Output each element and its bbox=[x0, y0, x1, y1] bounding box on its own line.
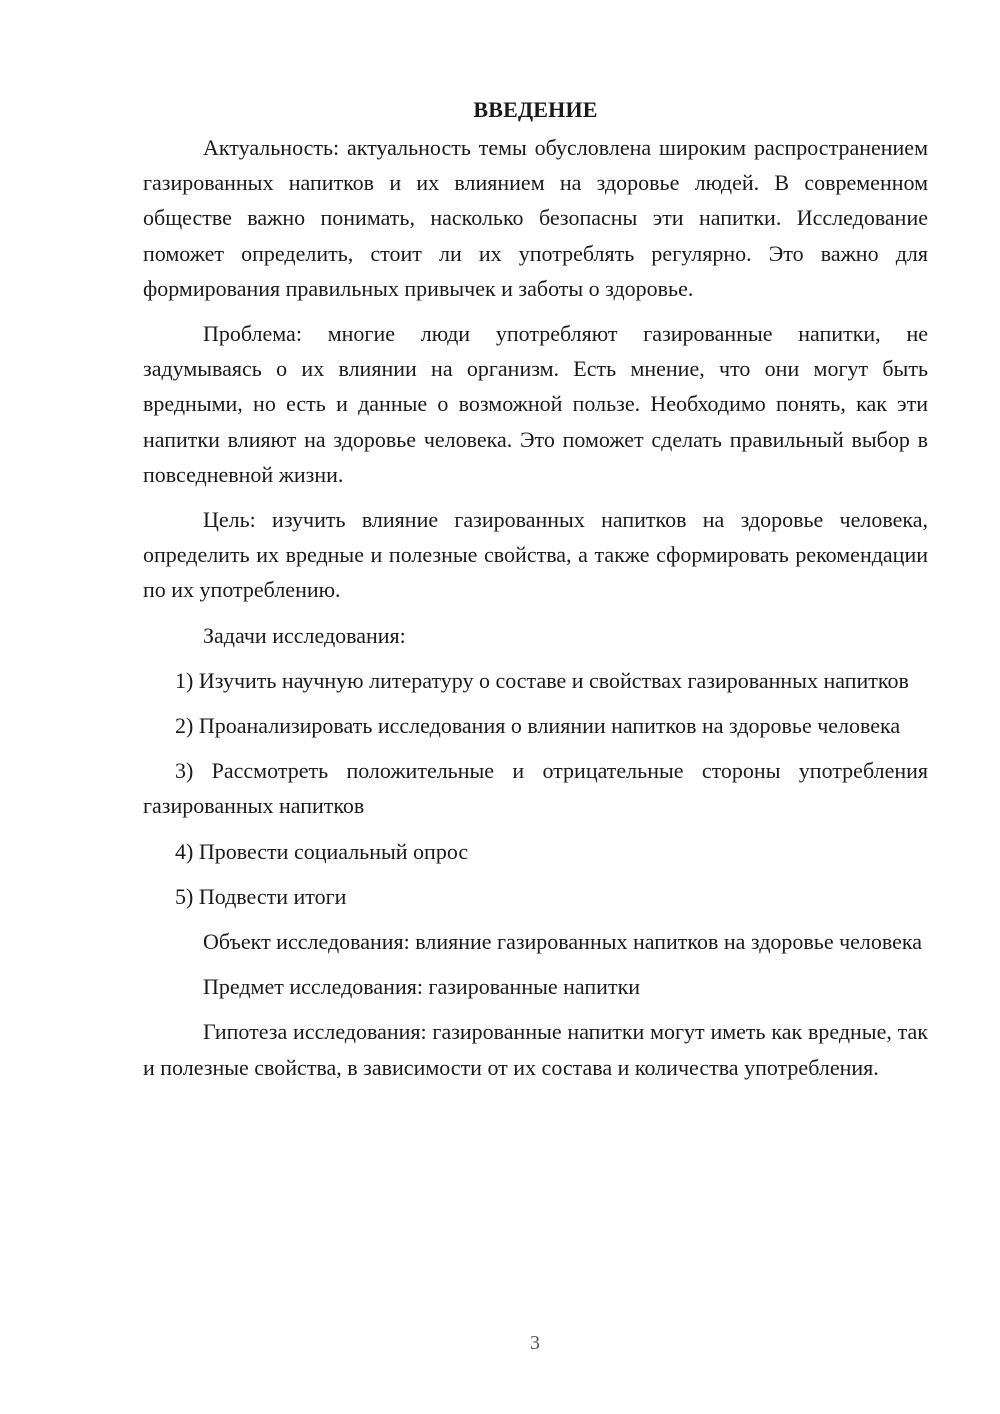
paragraph-subject: Предмет исследования: газированные напитки bbox=[203, 974, 641, 1000]
page-title: ВВЕДЕНИЕ bbox=[473, 97, 598, 122]
paragraph-hypothesis: Гипотеза исследования: газированные напитки могут иметь как вредные, так и полезные свойства, в зависимости от их состава и количества употребления. bbox=[143, 1019, 928, 1080]
paragraph-goal: Цель: изучить влияние газированных напитков на здоровье человека, определить их вредные и полезные свойства, а также сформировать рекомендации по их употреблению. bbox=[143, 507, 928, 603]
document-page bbox=[143, 92, 928, 1085]
page-number: 3 bbox=[530, 1332, 540, 1354]
task-item-4: 4) Провести социальный опрос bbox=[175, 838, 469, 864]
paragraph-object: Объект исследования: влияние газированных напитков на здоровье человека bbox=[203, 929, 923, 955]
task-item-2: 2) Проанализировать исследования о влиянии напитков на здоровье человека bbox=[175, 713, 901, 739]
paragraph-problem: Проблема: многие люди употребляют газированные напитки, не задумываясь о их влиянии на организм. Есть мнение, что они могут быть вредными, но есть и данные о возможной пользе. Необходимо понять, как эти напитки влияют на здоровье человека. Это поможет сделать правильный выбор в повседневной жизни. bbox=[143, 321, 928, 487]
task-item-3: 3) Рассмотреть положительные и отрицательные стороны употребления газированных напитков bbox=[143, 758, 928, 819]
tasks-heading: Задачи исследования: bbox=[203, 622, 406, 648]
task-item-1: 1) Изучить научную литературу о составе и свойствах газированных напитков bbox=[175, 667, 909, 693]
paragraph-relevance: Актуальность: актуальность темы обусловлена широким распространением газированных напитков и их влиянием на здоровье людей. В современном обществе важно понимать, насколько безопасны эти напитки. Исследование поможет определить, стоит ли их употреблять регулярно. Это важно для формирования правильных привычек и заботы о здоровье. bbox=[143, 135, 928, 301]
task-item-5: 5) Подвести итоги bbox=[175, 883, 347, 909]
